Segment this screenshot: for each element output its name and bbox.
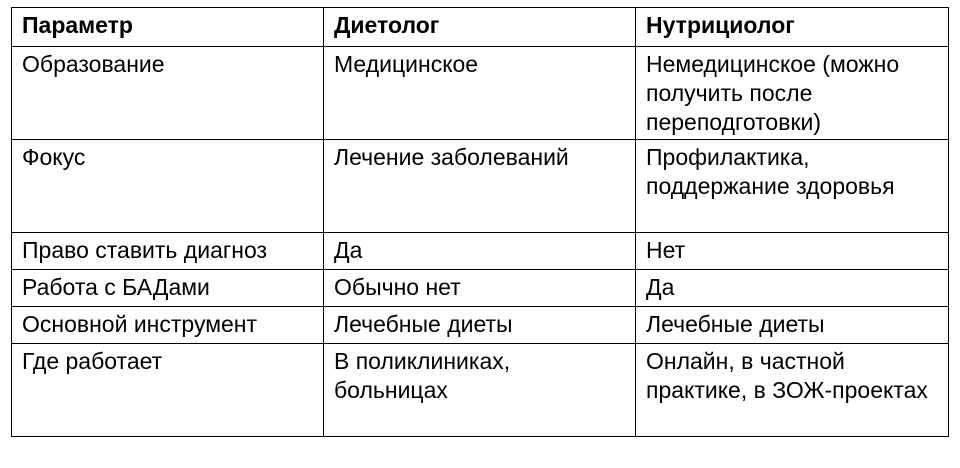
row-parameter-cell: Работа с БАДами [12,270,324,307]
row-dietitian-cell: Медицинское [324,47,636,140]
table-row [12,344,949,437]
row-nutritionist-cell: Нет [636,233,949,270]
row-nutritionist-cell: Профилактика, поддержание здоровья [636,140,949,233]
table-row [12,47,949,140]
table-row [12,307,949,344]
row-dietitian-cell: Да [324,233,636,270]
row-nutritionist-cell: Онлайн, в частной практике, в ЗОЖ-проектах [636,344,949,437]
row-nutritionist-cell: Лечебные диеты [636,307,949,344]
row-parameter-cell: Образование [12,47,324,140]
table-row [12,270,949,307]
row-dietitian-cell: В поликлиниках, больницах [324,344,636,437]
row-parameter-cell: Основной инструмент [12,307,324,344]
row-nutritionist-cell: Немедицинское (можно получить после переподготовки) [636,47,949,140]
comparison-table [11,7,949,437]
table-row [12,233,949,270]
table-row [12,140,949,233]
row-dietitian-cell: Лечебные диеты [324,307,636,344]
row-parameter-cell: Где работает [12,344,324,437]
row-parameter-cell: Право ставить диагноз [12,233,324,270]
header-parameter: Параметр [12,8,324,47]
table-header-row [12,8,949,47]
header-dietitian: Диетолог [324,8,636,47]
row-nutritionist-cell: Да [636,270,949,307]
row-dietitian-cell: Обычно нет [324,270,636,307]
row-dietitian-cell: Лечение заболеваний [324,140,636,233]
row-parameter-cell: Фокус [12,140,324,233]
header-nutritionist: Нутрициолог [636,8,949,47]
